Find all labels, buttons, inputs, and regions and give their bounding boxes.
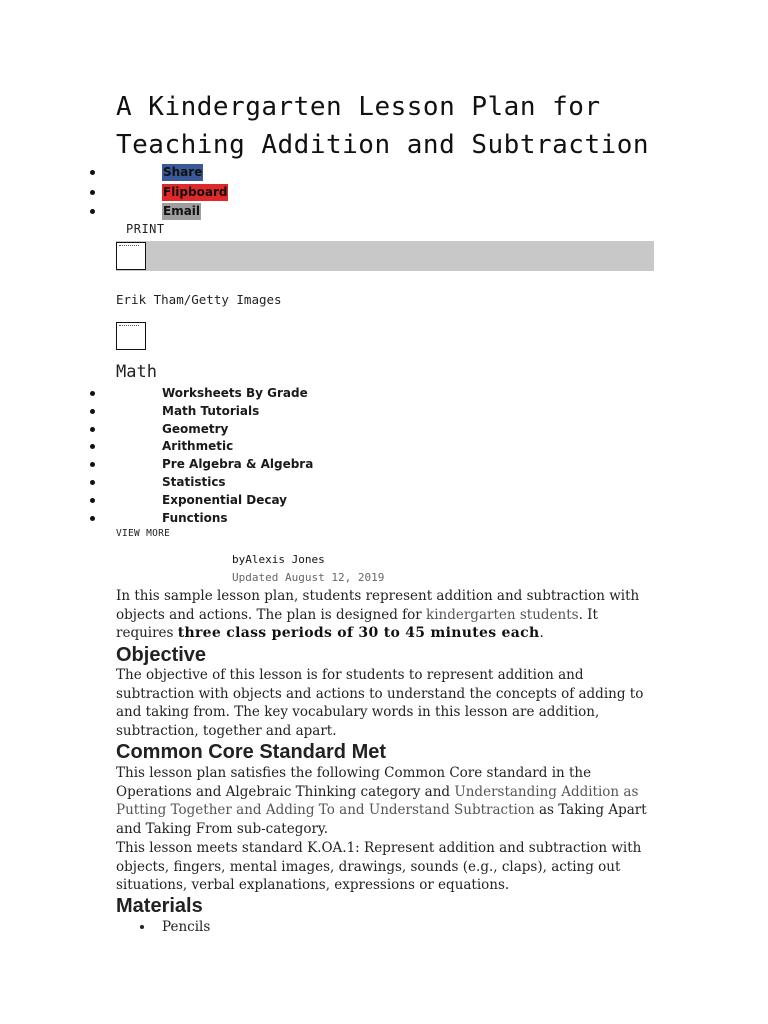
understanding-addition-link[interactable]: Understanding Addition as Putting Together and Adding To and Understand Subtraction bbox=[116, 783, 639, 818]
nav-link-geometry[interactable]: Geometry bbox=[162, 421, 229, 436]
objective-heading: Objective bbox=[116, 644, 207, 666]
article-title: A Kindergarten Lesson Plan for Teaching Addition and Subtraction bbox=[116, 92, 650, 160]
nav-link-worksheets-by-grade[interactable]: Worksheets By Grade bbox=[162, 386, 308, 400]
bullet-icon bbox=[90, 444, 95, 449]
intro-bold-text: three class periods of 30 to 45 minutes each bbox=[177, 625, 540, 641]
byline bbox=[232, 553, 325, 566]
nav-link-functions[interactable]: Functions bbox=[162, 510, 228, 525]
intro-text: In this sample lesson plan, students represent addition and subtraction with objects and actions. The plan is designed for bbox=[116, 588, 640, 623]
intro-paragraph bbox=[116, 587, 656, 643]
email-button[interactable]: Email bbox=[163, 204, 201, 218]
bullet-icon bbox=[90, 170, 95, 175]
hero-image-placeholder bbox=[116, 241, 654, 271]
view-more-link[interactable]: VIEW MORE bbox=[116, 528, 171, 539]
common-core-text: as Taking Apart and Taking From sub-category. bbox=[116, 802, 647, 837]
broken-image-icon bbox=[116, 242, 146, 270]
nav-link-exponential-decay[interactable]: Exponential Decay bbox=[162, 492, 287, 507]
broken-image-icon bbox=[116, 322, 146, 350]
nav-link-statistics[interactable]: Statistics bbox=[162, 474, 226, 489]
material-item-label: Pencils bbox=[162, 919, 211, 935]
common-core-text: This lesson plan satisfies the following Common Core standard in the Operations and Algebraic Thinking category and bbox=[116, 765, 592, 800]
flipboard-button[interactable]: Flipboard bbox=[163, 184, 228, 199]
bullet-icon bbox=[90, 498, 95, 503]
nav-link-math-tutorials[interactable]: Math Tutorials bbox=[162, 403, 260, 418]
byline-prefix: by bbox=[232, 553, 246, 566]
print-button[interactable]: PRINT bbox=[126, 222, 165, 236]
objective-paragraph: The objective of this lesson is for students to represent addition and subtraction with objects and actions to understand the concepts of adding to and taking from. The key vocabulary words in this lesson are addition, subtraction, together and apart. bbox=[116, 667, 644, 739]
image-credit: Erik Tham/Getty Images bbox=[116, 292, 282, 307]
bullet-icon bbox=[90, 391, 95, 396]
common-core-heading: Common Core Standard Met bbox=[116, 741, 387, 763]
updated-date: Updated August 12, 2019 bbox=[232, 571, 385, 584]
bullet-icon bbox=[90, 516, 95, 521]
share-button[interactable]: Share bbox=[163, 165, 203, 179]
bullet-icon bbox=[90, 190, 95, 195]
bullet-icon bbox=[140, 925, 144, 929]
bullet-icon bbox=[90, 209, 95, 214]
category-label[interactable]: Math bbox=[116, 362, 157, 382]
kindergarten-students-link[interactable]: kindergarten students bbox=[426, 606, 579, 623]
common-core-paragraph bbox=[116, 764, 656, 838]
bullet-icon bbox=[90, 480, 95, 485]
intro-text: . bbox=[539, 625, 544, 641]
standard-paragraph: This lesson meets standard K.OA.1: Represent addition and subtraction with objects, fingers, mental images, drawings, sounds (e.g., claps), acting out situations, verbal explanations, expressions or equations. bbox=[116, 840, 642, 893]
nav-link-pre-algebra-algebra[interactable]: Pre Algebra & Algebra bbox=[162, 457, 314, 472]
materials-heading: Materials bbox=[116, 895, 203, 917]
intro-text: . It requires bbox=[116, 606, 598, 641]
bullet-icon bbox=[90, 462, 95, 467]
bullet-icon bbox=[90, 427, 95, 432]
author-link[interactable]: Alexis Jones bbox=[245, 553, 325, 566]
bullet-icon bbox=[90, 409, 95, 414]
nav-link-arithmetic[interactable]: Arithmetic bbox=[162, 439, 234, 454]
